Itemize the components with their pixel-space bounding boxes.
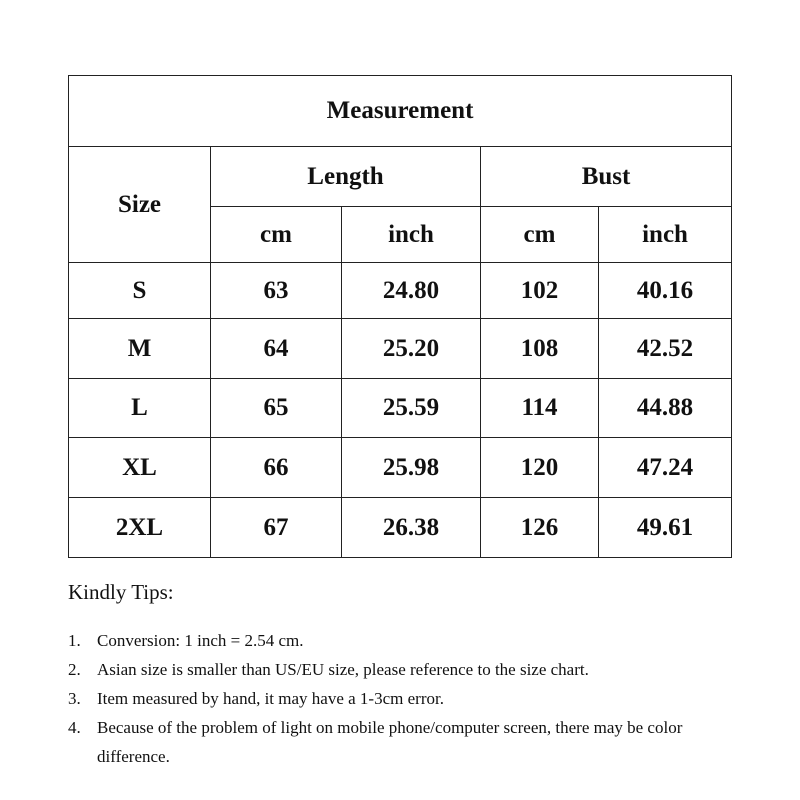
unit-header: inch [599, 207, 732, 263]
bust-cm-cell: 120 [481, 438, 599, 498]
bust-inch-cell: 49.61 [599, 498, 732, 558]
tips-heading: Kindly Tips: [68, 580, 174, 604]
length-inch-cell: 25.59 [342, 379, 481, 438]
length-inch-cell: 24.80 [342, 263, 481, 319]
table-row [69, 379, 732, 438]
tip-text: Because of the problem of light on mobile phone/computer screen, there may be color difference. [97, 718, 683, 766]
table-row [69, 498, 732, 558]
tip-number: 2. [68, 660, 81, 679]
size-header: Size [69, 147, 211, 263]
table-row [69, 319, 732, 379]
size-cell: XL [69, 438, 211, 498]
tip-item [68, 655, 768, 684]
table-row [69, 438, 732, 498]
length-cm-cell: 66 [211, 438, 342, 498]
size-chart-table [68, 75, 732, 558]
bust-cm-cell: 126 [481, 498, 599, 558]
length-inch-cell: 25.98 [342, 438, 481, 498]
table-title: Measurement [69, 76, 732, 147]
unit-header: cm [211, 207, 342, 263]
length-cm-cell: 65 [211, 379, 342, 438]
tip-item [68, 626, 768, 655]
size-cell: S [69, 263, 211, 319]
tip-text: Item measured by hand, it may have a 1-3cm error. [97, 689, 444, 708]
table-row [69, 263, 732, 319]
length-inch-cell: 25.20 [342, 319, 481, 379]
size-cell: L [69, 379, 211, 438]
bust-inch-cell: 47.24 [599, 438, 732, 498]
tips-list [68, 626, 768, 771]
tip-text: Asian size is smaller than US/EU size, please reference to the size chart. [97, 660, 589, 679]
size-cell: M [69, 319, 211, 379]
tip-item [68, 713, 768, 771]
bust-inch-cell: 44.88 [599, 379, 732, 438]
bust-inch-cell: 40.16 [599, 263, 732, 319]
length-cm-cell: 63 [211, 263, 342, 319]
length-inch-cell: 26.38 [342, 498, 481, 558]
tip-number: 3. [68, 689, 81, 708]
unit-header: inch [342, 207, 481, 263]
bust-inch-cell: 42.52 [599, 319, 732, 379]
bust-cm-cell: 108 [481, 319, 599, 379]
tip-number: 4. [68, 718, 81, 737]
size-cell: 2XL [69, 498, 211, 558]
length-header: Length [211, 147, 481, 207]
length-cm-cell: 67 [211, 498, 342, 558]
tip-text: Conversion: 1 inch = 2.54 cm. [97, 631, 304, 650]
length-cm-cell: 64 [211, 319, 342, 379]
unit-header: cm [481, 207, 599, 263]
bust-header: Bust [481, 147, 732, 207]
bust-cm-cell: 102 [481, 263, 599, 319]
tip-number: 1. [68, 631, 81, 650]
tip-item [68, 684, 768, 713]
bust-cm-cell: 114 [481, 379, 599, 438]
